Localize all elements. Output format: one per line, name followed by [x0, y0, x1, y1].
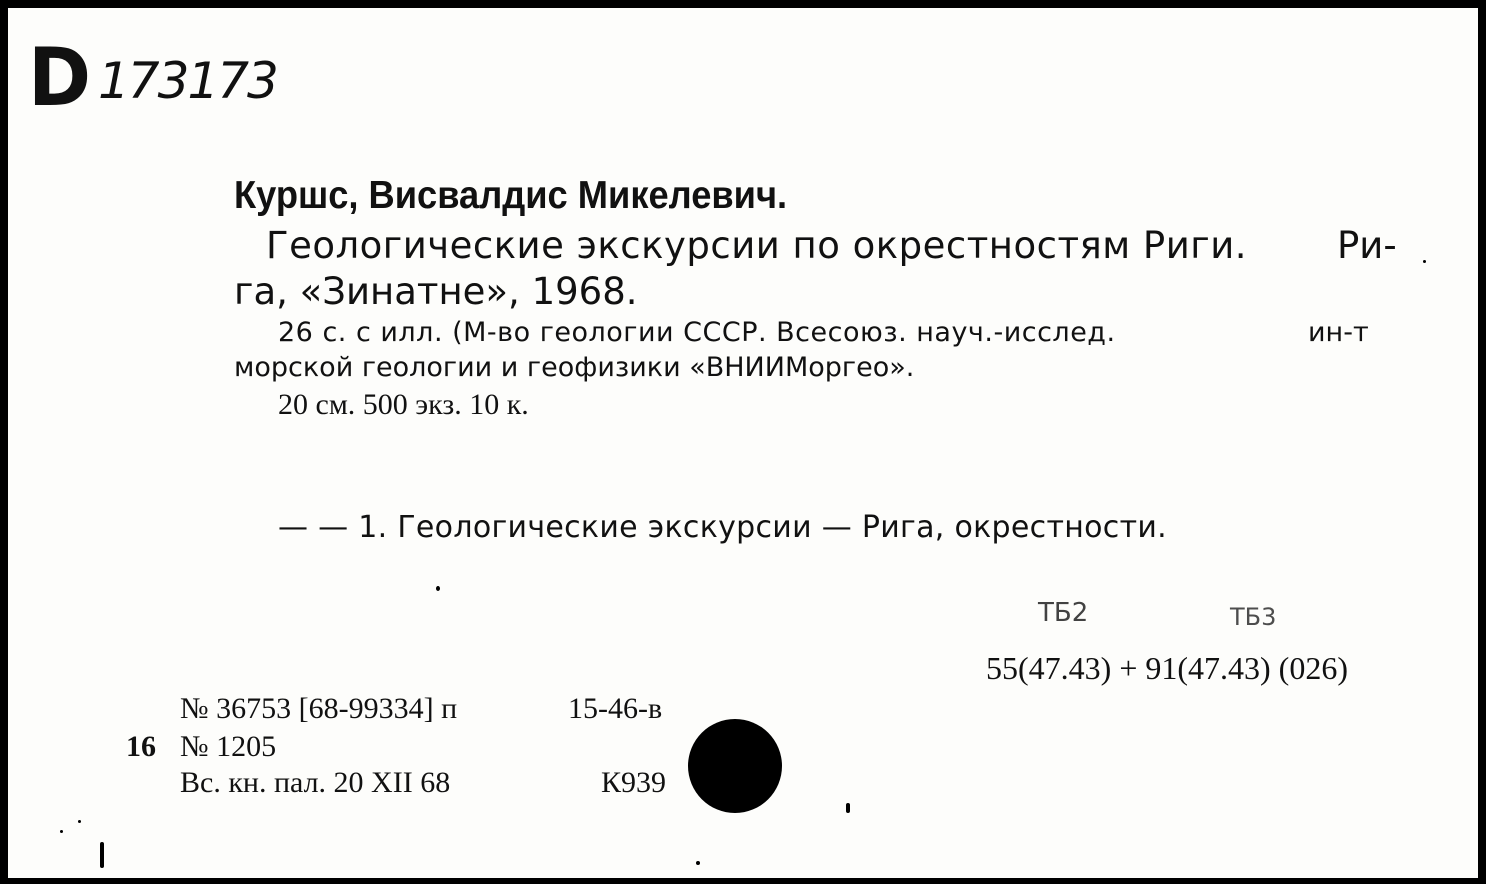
author-heading: Куршс, Висвалдис Микелевич.: [234, 174, 788, 217]
collation-line-1: 26 с. с илл. (М-во геологии СССР. Всесоюз. науч.-исслед.: [278, 317, 1116, 348]
registration-number-prefix: 16: [126, 730, 156, 763]
ink-speck: [696, 861, 700, 865]
registration-code-1: 15-46-в: [568, 692, 663, 725]
physical-description: 20 см. 500 экз. 10 к.: [278, 388, 529, 421]
subject-heading: — — 1. Геологические экскурсии — Рига, окрестности.: [278, 510, 1167, 545]
stamp-mark-2: ТБ3: [1230, 603, 1277, 631]
title-line-2: га, «Зинатне», 1968.: [234, 270, 638, 313]
stamp-mark-1: ТБ2: [1038, 598, 1089, 628]
title-line-1-end: Ри-: [1337, 224, 1397, 267]
ink-speck: [846, 803, 850, 813]
ink-speck: [1423, 260, 1426, 263]
punch-hole: [688, 719, 782, 813]
classification-index: 55(47.43) + 91(47.43) (026): [986, 650, 1348, 686]
collation-line-2: морской геологии и геофизики «ВНИИМоргео».: [234, 352, 915, 383]
call-number-letter: D: [28, 31, 92, 124]
registration-line-3: Вс. кн. пал. 20 XII 68: [180, 766, 451, 799]
collation-line-1-end: ин-т: [1308, 317, 1369, 348]
registration-line-1: № 36753 [68-99334] п: [180, 692, 458, 725]
registration-code-3: К939: [601, 766, 667, 799]
title-line-1: Геологические экскурсии по окрестностям Риги.: [266, 224, 1248, 267]
call-number-digits: 173173: [98, 52, 277, 110]
ink-speck: [78, 820, 81, 823]
ink-speck: [100, 842, 104, 868]
ink-speck: [436, 586, 440, 591]
ink-speck: [60, 830, 63, 833]
registration-line-2: № 1205: [180, 730, 277, 763]
